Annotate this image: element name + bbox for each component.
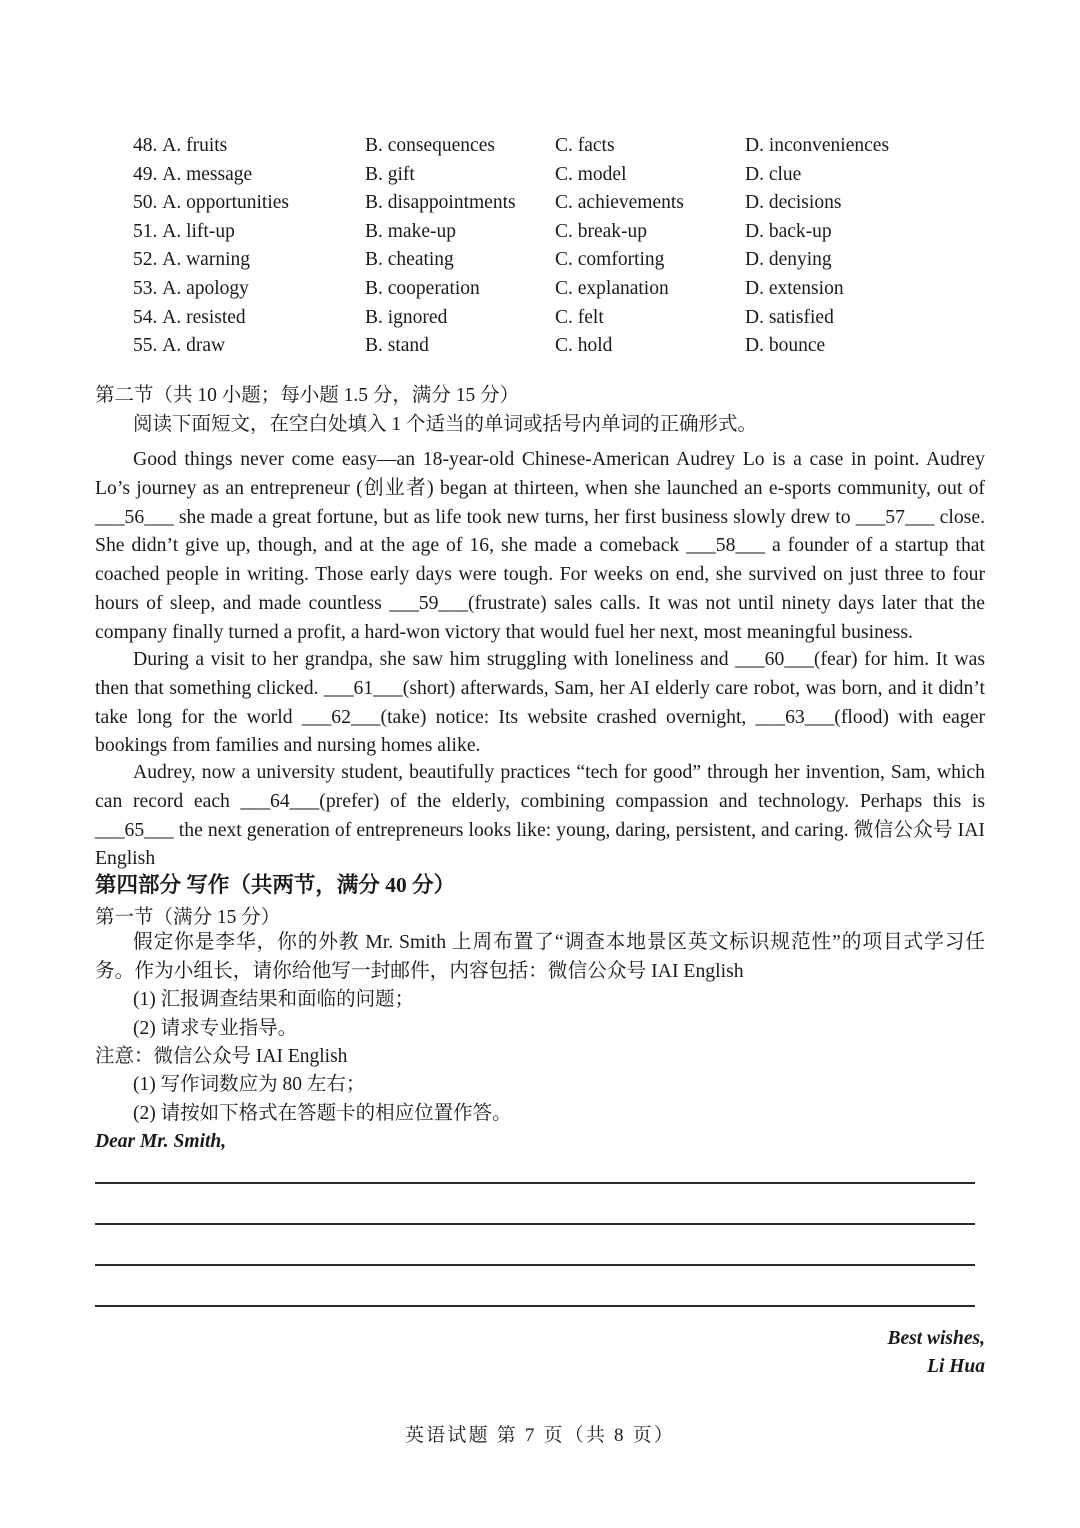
option-c: C. hold: [555, 335, 613, 357]
option-c: C. comforting: [555, 249, 665, 271]
table-row: [133, 189, 993, 218]
section-two-heading: 第二节（共 10 小题；每小题 1.5 分，满分 15 分）: [95, 385, 520, 406]
option-c: C. break-up: [555, 220, 648, 242]
option-a: 48. A. fruits: [133, 135, 228, 156]
option-b: B. cooperation: [365, 277, 480, 299]
table-row: [133, 218, 993, 247]
option-d: D. clue: [745, 163, 802, 185]
option-c: C. felt: [555, 306, 604, 328]
writing-prompt: 假定你是李华，你的外教 Mr. Smith 上周布置了“调查本地景区英文标识规范性”的项目式学习任务。作为小组长，请你给他写一封邮件，内容包括：微信公众号 IAI English: [95, 931, 985, 982]
option-c: C. facts: [555, 135, 615, 156]
answer-line[interactable]: [95, 1182, 975, 1184]
option-c: C. explanation: [555, 277, 669, 299]
letter-closing-signature: Li Hua: [927, 1356, 985, 1377]
letter-salutation: Dear Mr. Smith,: [95, 1131, 227, 1152]
option-a: 51. A. lift-up: [133, 220, 235, 242]
writing-content-item-1: (1) 汇报调查结果和面临的问题；: [133, 989, 415, 1010]
part-four-heading: 第四部分 写作（共两节，满分 40 分）: [95, 873, 456, 897]
option-d: D. satisfied: [745, 306, 834, 328]
option-d: D. decisions: [745, 192, 842, 214]
option-b: B. cheating: [365, 249, 454, 271]
table-row: [133, 246, 993, 275]
option-d: D. inconveniences: [745, 135, 890, 156]
writing-notes-heading: 注意：微信公众号 IAI English: [95, 1046, 348, 1067]
option-b: B. consequences: [365, 135, 495, 156]
answer-line[interactable]: [95, 1264, 975, 1266]
option-b: B. disappointments: [365, 192, 516, 214]
passage-paragraph-2: During a visit to her grandpa, she saw him struggling with loneliness and ___60___(fear) for him. It was then that something clicked. ___61___(short) afterwards, Sam, her AI elderly care robot, was born, and it didn’t take long for the world ___62___(take) notice: Its website crashed overnight, ___63___(flood) with eager bookings from families and nursing homes alike.: [95, 648, 985, 757]
answer-line[interactable]: [95, 1305, 975, 1307]
option-d: D. bounce: [745, 335, 826, 357]
table-row: [133, 132, 993, 161]
option-d: D. extension: [745, 277, 844, 299]
option-a: 52. A. warning: [133, 249, 250, 271]
writing-content-item-2: (2) 请求专业指导。: [133, 1018, 298, 1039]
passage-paragraph-1: Good things never come easy—an 18-year-old Chinese-American Audrey Lo is a case in point. Audrey Lo’s journey as an entrepreneur (创业者) began at thirteen, when she launched an e-sports community, out of ___56___ she made a great fortune, but as life took new turns, her first business slowly drew to ___57___ close. She didn’t give up, though, and at the age of 16, she made a comeback ___58___ a founder of a startup that coached people in writing. Those early days were tough. For weeks on end, she survived on just three to four hours of sleep, and made countless ___59___(frustrate) sales calls. It was not until ninety days later that the company finally turned a profit, a hard-won victory that would fuel her next, most meaningful business.: [95, 448, 985, 643]
option-b: B. stand: [365, 335, 429, 357]
option-d: D. back-up: [745, 220, 832, 242]
option-b: B. make-up: [365, 220, 456, 242]
table-row: [133, 332, 993, 361]
option-c: C. achievements: [555, 192, 684, 214]
cloze-options-block: [133, 132, 993, 361]
option-a: 54. A. resisted: [133, 306, 246, 328]
option-b: B. gift: [365, 163, 415, 185]
option-d: D. denying: [745, 249, 832, 271]
writing-notes-item-1: (1) 写作词数应为 80 左右；: [133, 1074, 366, 1095]
option-a: 49. A. message: [133, 163, 253, 185]
option-b: B. ignored: [365, 306, 448, 328]
passage-paragraph-3: Audrey, now a university student, beautifully practices “tech for good” through her invention, Sam, which can record each ___64___(prefer) of the elderly, combining compassion and technology. Perhaps this is ___65___ the next generation of entrepreneurs looks like: young, daring, persistent, and caring. 微信公众号 IAI English: [95, 761, 985, 870]
section-two-instruction: 阅读下面短文，在空白处填入 1 个适当的单词或括号内单词的正确形式。: [133, 414, 758, 435]
writing-notes-item-2: (2) 请按如下格式在答题卡的相应位置作答。: [133, 1103, 512, 1124]
answer-line[interactable]: [95, 1223, 975, 1225]
option-a: 55. A. draw: [133, 335, 226, 357]
option-a: 50. A. opportunities: [133, 192, 289, 214]
section-one-heading: 第一节（满分 15 分）: [95, 907, 281, 928]
table-row: [133, 275, 993, 304]
table-row: [133, 161, 993, 190]
page-footer: 英语试题 第 7 页（共 8 页）: [404, 1425, 676, 1446]
option-c: C. model: [555, 163, 627, 185]
option-a: 53. A. apology: [133, 277, 249, 299]
letter-closing-best-wishes: Best wishes,: [887, 1328, 985, 1349]
table-row: [133, 304, 993, 333]
